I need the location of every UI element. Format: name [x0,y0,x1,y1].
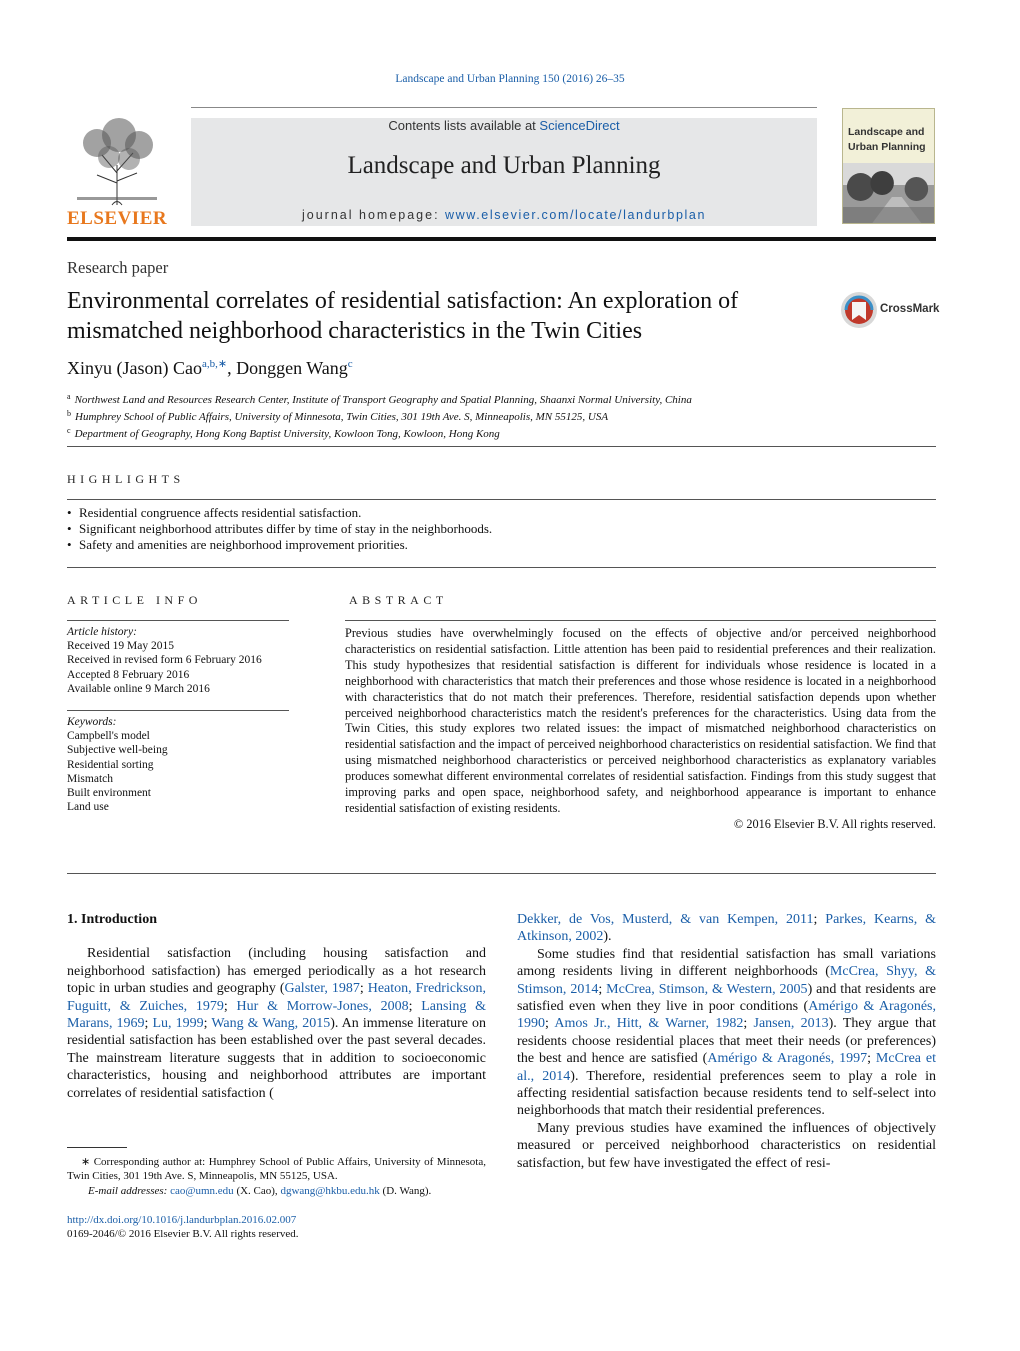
citation-link[interactable]: Amérigo & Aragonés, 1997 [707,1051,868,1067]
text: ; [867,1051,876,1067]
divider [67,710,289,711]
body-column-left [67,911,486,1102]
elsevier-wordmark: ELSEVIER [67,208,168,229]
keyword-item: Land use [67,801,109,814]
divider [67,620,289,621]
affiliation-text: Department of Geography, Hong Kong Baptist University, Kowloon Tong, Kowloon, Hong Kong [74,428,500,440]
text: ). Therefore, residential preferences seem to play a role in affecting residential satisfaction because residents tend to self-select into neighborhoods that match their residential preferences. [517,1068,937,1119]
affiliation-mark: c [67,426,71,435]
divider [67,567,936,568]
affiliation-b [67,407,692,424]
footnote-rule [67,1147,127,1148]
affiliation-text: Northwest Land and Resources Research Center, Institute of Transport Geography and Spatial Planning, Shaanxi Normal University, China [74,394,692,406]
affiliation-mark: a [67,392,71,401]
elsevier-logo [67,113,167,228]
divider [345,620,936,621]
affiliation-text: Humphrey School of Public Affairs, University of Minnesota, Twin Cities, 301 19th Ave. S, Minneapolis, MN 55125, USA [75,411,609,423]
email-addresses [67,1184,486,1198]
keyword-item: Subjective well-being [67,744,168,757]
email-label: E-mail addresses: [88,1184,171,1197]
citation-link[interactable]: McCrea, Shyy, & Stimson, 2014 [517,964,937,997]
intro-paragraph-1 [67,945,486,1102]
citation-link[interactable]: McCrea et al., 2014 [517,1051,937,1084]
citation-link[interactable]: Amérigo & Aragonés, 1990 [517,999,936,1032]
citation-link[interactable]: Galster, 1987 [284,981,360,997]
footnotes [67,1155,486,1198]
elsevier-tree-icon [67,113,167,208]
journal-homepage-line [191,208,817,222]
article-title: Environmental correlates of residential satisfaction: An exploration of mismatched neighborhood characteristics in the Twin Cities [67,288,739,344]
keywords [67,715,289,814]
article-history [67,625,289,696]
abstract-heading: ABSTRACT [349,593,448,607]
text: ; [359,981,368,997]
divider [67,446,936,447]
citation-link[interactable]: Jansen, 2013 [753,1016,829,1032]
doi-block [67,1213,299,1242]
intro-paragraph-2-cont [517,911,936,946]
text: ). [330,1016,339,1032]
citation-link[interactable]: Hur & Morrow-Jones, 2008 [236,998,409,1014]
citation-link[interactable]: Heaton, Fredrickson, Fuguitt, & Zuiches, 1979 [67,981,486,1014]
citation-link[interactable]: Parkes, Kearns, & Atkinson, 2002 [517,912,936,945]
citation-link[interactable]: Amos Jr., Hitt, & Warner, 1982 [554,1016,744,1032]
affiliations [67,390,692,441]
keyword-item: Campbell's model [67,730,150,743]
cover-photo [843,163,934,223]
doi-link[interactable]: http://dx.doi.org/10.1016/j.landurbplan.2016.02.007 [67,1214,297,1226]
author-separator: , [227,358,237,378]
affiliation-c [67,424,692,441]
author-cao[interactable]: Xinyu (Jason) Cao [67,358,202,378]
text: (X. Cao), [233,1184,281,1197]
journal-cover-thumbnail[interactable] [842,108,935,224]
email-link-cao[interactable]: cao@umn.edu [170,1184,234,1197]
homepage-link[interactable]: www.elsevier.com/locate/landurbplan [445,208,706,222]
text: ; [408,998,422,1014]
text: ; [223,998,237,1014]
homepage-prefix: journal homepage: [302,208,446,222]
issn-line: 0169-2046/© 2016 Elsevier B.V. All rights reserved. [67,1228,299,1241]
citation-link[interactable]: Lansing & Marans, 1969 [67,998,486,1032]
affiliation-a [67,390,692,407]
text: An immense literature on residential satisfaction has been established over the past several decades. The mainstream literature suggests that in addition to socioeconomic characteristics, housing and neighborhood attributes are important correlates of residential satisfaction ( [67,1016,487,1101]
text: ) and that residents are satisfied even when they live in poor conditions ( [517,981,937,1015]
abstract-text: Previous studies have overwhelmingly focused on the effects of objective and/or perceived neighborhood characteristics on residential satisfaction. Little attention has been paid to residential preferences and their realization. This study hypothesizes that residential satisfaction is different for individuals whose residence is located in a neighborhood with characteristics that match their preferences and those whose residence is located in a neighborhood with characteristics that do not match their preferences. Therefore, residential satisfaction depends upon whether perceived neighborhood characteristics match the resident's preferences for the characteristics. Using data from the Twin Cities, this study explores two related issues: the impact of mismatched neighborhood characteristics on residential satisfaction and the impact of perceived neighborhood characteristics on residential satisfaction. We find that using mismatched neighborhood characteristics or perceived neighborhood characteristics as explanatory variables produces somewhat different environmental correlates of residential satisfaction. Findings from this study suggest that improving parks and open space, neighborhood safety, and neighborhood appearance is important to enhance residential satisfaction of existing residents. [345,626,936,815]
text: ). [603,929,612,945]
email-link-wang[interactable]: dgwang@hkbu.edu.hk [280,1184,380,1197]
journal-name: Landscape and Urban Planning [347,152,661,179]
citation-link[interactable]: Dekker, de Vos, Musterd, & van Kempen, 2011 [517,912,814,927]
contents-line [191,118,817,133]
abstract-copyright: © 2016 Elsevier B.V. All rights reserved. [733,816,936,831]
history-item: Accepted 8 February 2016 [67,668,190,681]
history-item: Available online 9 March 2016 [67,682,210,695]
divider [67,499,936,500]
intro-paragraph-4: Many previous studies have examined the influences of objectively measured or perceived neighborhood characteristics on residential satisfaction, but few have investigated the effect of resi- [517,1120,936,1171]
history-item: Received 19 May 2015 [67,640,174,653]
highlights-list [67,505,492,553]
keyword-item: Built environment [67,787,152,800]
header-bottom-rule [67,237,936,241]
history-item: Received in revised form 6 February 2016 [67,654,262,667]
text: ; [203,1016,212,1032]
keyword-item: Mismatch [67,772,113,785]
sciencedirect-link[interactable]: ScienceDirect [539,118,620,133]
corresponding-author-note: ∗ Corresponding author at: Humphrey School of Public Affairs, University of Minnesota, Twin Cities, 301 19th Ave. S, Minneapolis, MN 55125, USA. [67,1156,486,1183]
text: ; [545,1016,555,1032]
text: Some studies find that residential satisfaction has small variations among residents living in different neighborhoods ( [517,946,936,980]
text: Residential satisfaction (including housing satisfaction and neighborhood satisfaction) has emerged periodically as a hot research topic in urban studies and geography ( [67,946,486,997]
crossmark-badge[interactable] [840,290,940,330]
author-list [67,357,353,379]
text: ; [144,1016,153,1032]
crossmark-icon [840,290,880,330]
keywords-label: Keywords: [67,716,117,728]
citation-link[interactable]: Wang & Wang, 2015 [211,1016,331,1032]
cover-title-line1: Landscape and [848,126,925,138]
journal-citation[interactable]: Landscape and Urban Planning 150 (2016) 26–35 [395,73,625,85]
cover-title [848,125,926,155]
text: ; [743,1016,754,1032]
citation-link[interactable]: Lu, 1999 [152,1016,204,1032]
text: ). They argue that residents choose residential places that meet their needs (or preferences) the best and hence are satisfied ( [517,1016,937,1067]
keyword-item: Residential sorting [67,758,154,771]
citation-link[interactable]: McCrea, Stimson, & Western, 2005 [606,981,808,997]
text: ; [598,981,607,997]
divider [67,873,936,874]
author-wang-affil-mark[interactable]: c [347,358,353,370]
highlight-item: • Residential congruence affects residential satisfaction. [67,505,492,521]
header-divider [191,107,817,108]
highlight-item: • Significant neighborhood attributes differ by time of stay in the neighborhoods. [67,521,492,537]
abstract [345,626,936,833]
contents-prefix: Contents lists available at [388,118,540,133]
author-cao-affil-marks[interactable]: a,b,∗ [201,358,228,370]
body-column-right [517,911,936,1172]
cover-title-line2: Urban Planning [848,141,926,153]
article-type: Research paper [67,258,169,277]
highlight-item: • Safety and amenities are neighborhood improvement priorities. [67,537,492,553]
article-info-heading: ARTICLE INFO [67,593,202,607]
author-wang[interactable]: Donggen Wang [236,358,348,378]
history-label: Article history: [67,626,137,638]
affiliation-mark: b [67,409,71,418]
text: ; [813,912,826,927]
text: (D. Wang). [379,1184,432,1197]
intro-paragraph-3 [517,946,936,1120]
journal-banner [191,118,817,226]
crossmark-label: CrossMark [880,303,940,315]
highlights-heading: HIGHLIGHTS [67,472,185,486]
section-heading-introduction: 1. Introduction [67,912,157,927]
